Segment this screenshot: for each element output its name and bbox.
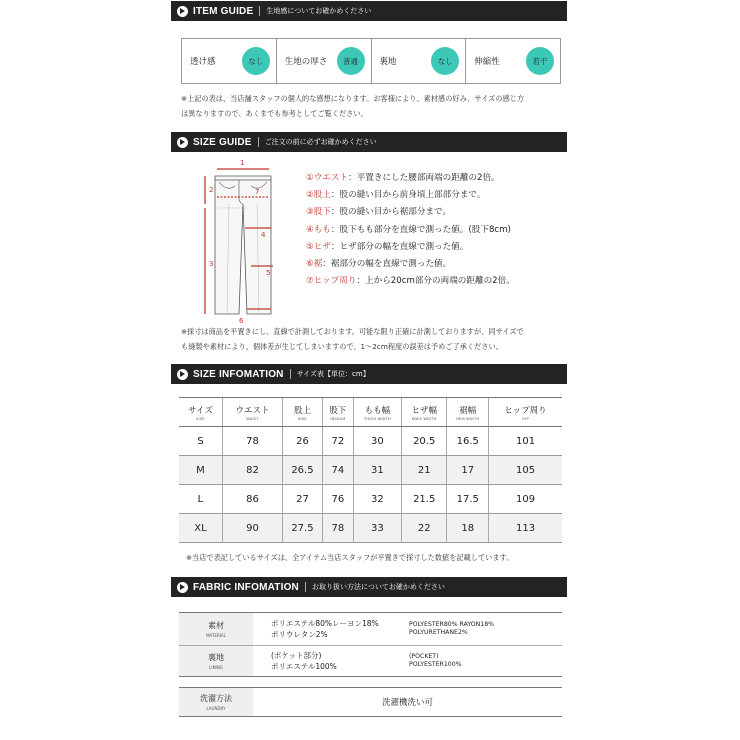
divider: [305, 582, 306, 592]
pants-diagram: [193, 156, 293, 326]
section-title: SIZE GUIDE: [193, 136, 252, 148]
divider: [290, 369, 291, 379]
item-guide-table: [181, 38, 561, 84]
fabric-row-lining: 裏地 LINING (ポケット部分) ポリエステル100% (POCKET) POLYESTER100%: [179, 645, 562, 677]
guide-badge: 若干: [526, 47, 554, 75]
size-info-note: ※当店で表記しているサイズは、全アイテム当店スタッフが平置きで採寸した数値を記載しています。: [186, 553, 514, 562]
play-icon: [177, 582, 188, 593]
guide-badge: なし: [242, 47, 270, 75]
size-info-header: [171, 364, 567, 384]
table-row: XL 90 27.5 78 33 22 18 113: [179, 514, 562, 543]
list-item: ⑤ヒザ：ヒザ部分の幅を直線で測った値。: [306, 241, 469, 252]
list-item: ②股上：股の縫い目から前身頃上部部分まで。: [306, 190, 486, 201]
guide-cell-thickness: 生地の厚さ 普通: [277, 39, 372, 83]
item-guide-header: [171, 1, 567, 21]
table-row: M 82 26.5 74 31 21 17 105: [179, 456, 562, 485]
item-guide-note: ※上記の表は、当店舗スタッフの個人的な感想になります。お客様により、素材感の好み、サイズの感じ方 は異なりますので、あくまでも参考としてご覧ください。: [181, 94, 525, 118]
section-title: SIZE INFOMATION: [193, 368, 284, 380]
marker-7: 7: [255, 188, 260, 196]
divider: [259, 6, 260, 16]
marker-1: 1: [240, 159, 245, 167]
table-row: L 86 27 76 32 21.5 17.5 109: [179, 485, 562, 514]
fabric-row-laundry: 洗濯方法 LAUNDRY 洗濯機洗い可: [179, 687, 562, 717]
marker-5: 5: [266, 269, 271, 277]
list-item: ④もも：股下もも部分を直線で測った値。(股下8cm): [306, 224, 511, 235]
size-guide-list: [306, 170, 515, 290]
size-table: [179, 397, 562, 543]
section-title: FABRIC INFOMATION: [193, 581, 299, 593]
guide-cell-stretch: 伸縮性 若干: [466, 39, 560, 83]
guide-badge: 普通: [337, 47, 365, 75]
marker-6: 6: [239, 317, 244, 325]
size-guide-header: [171, 132, 567, 152]
fabric-row-material: 素材 MATERIAL ポリエステル80%レーヨン18% ポリウレタン2% POLYESTER80% RAYON18% POLYURETHANE2%: [179, 612, 562, 646]
play-icon: [177, 6, 188, 17]
play-icon: [177, 369, 188, 380]
section-subtitle: ご注文の前に必ずお確かめください: [264, 138, 377, 146]
list-item: ③股下：股の縫い目から裾部分まで。: [306, 207, 452, 218]
divider: [258, 137, 259, 147]
section-title: ITEM GUIDE: [193, 5, 254, 17]
list-item: ⑦ヒップ周り：上から20cm部分の両端の距離の2倍。: [306, 276, 515, 287]
list-item: ①ウエスト：平置きにした腰部両端の距離の2倍。: [306, 173, 500, 183]
section-subtitle: サイズ表【単位：cm】: [296, 370, 370, 378]
size-guide-note: ※採寸は商品を平置きにし、直線で計測しております。可能な限り正確に計測しておりますが、同サイズで も縫製や素材により、個体差が生じてしまいますので、1〜2cm程度の誤差は予めご了承ください。: [181, 327, 524, 351]
section-subtitle: お取り扱い方法についてお確かめください: [311, 583, 445, 591]
play-icon: [177, 137, 188, 148]
guide-cell-lining: 裏地 なし: [372, 39, 467, 83]
list-item: ⑥裾：裾部分の幅を直線で測った値。: [306, 259, 452, 270]
guide-badge: なし: [431, 47, 459, 75]
table-header-row: サイズ SIZE ウエスト WAIST 股上 RISE 股下 INSEAM もも幅 THIGH WIDTH ヒザ幅 KNEE WIDTH 裾幅 HEM WIDTH ヒップ周り HIP: [179, 398, 562, 427]
marker-4: 4: [261, 231, 266, 239]
table-row: S 78 26 72 30 20.5 16.5 101: [179, 427, 562, 456]
fabric-info-header: [171, 577, 567, 597]
marker-3: 3: [209, 260, 214, 268]
guide-cell-sheerness: 透け感 なし: [182, 39, 277, 83]
section-subtitle: 生地感についてお確かめください: [266, 7, 372, 15]
marker-2: 2: [209, 186, 214, 194]
